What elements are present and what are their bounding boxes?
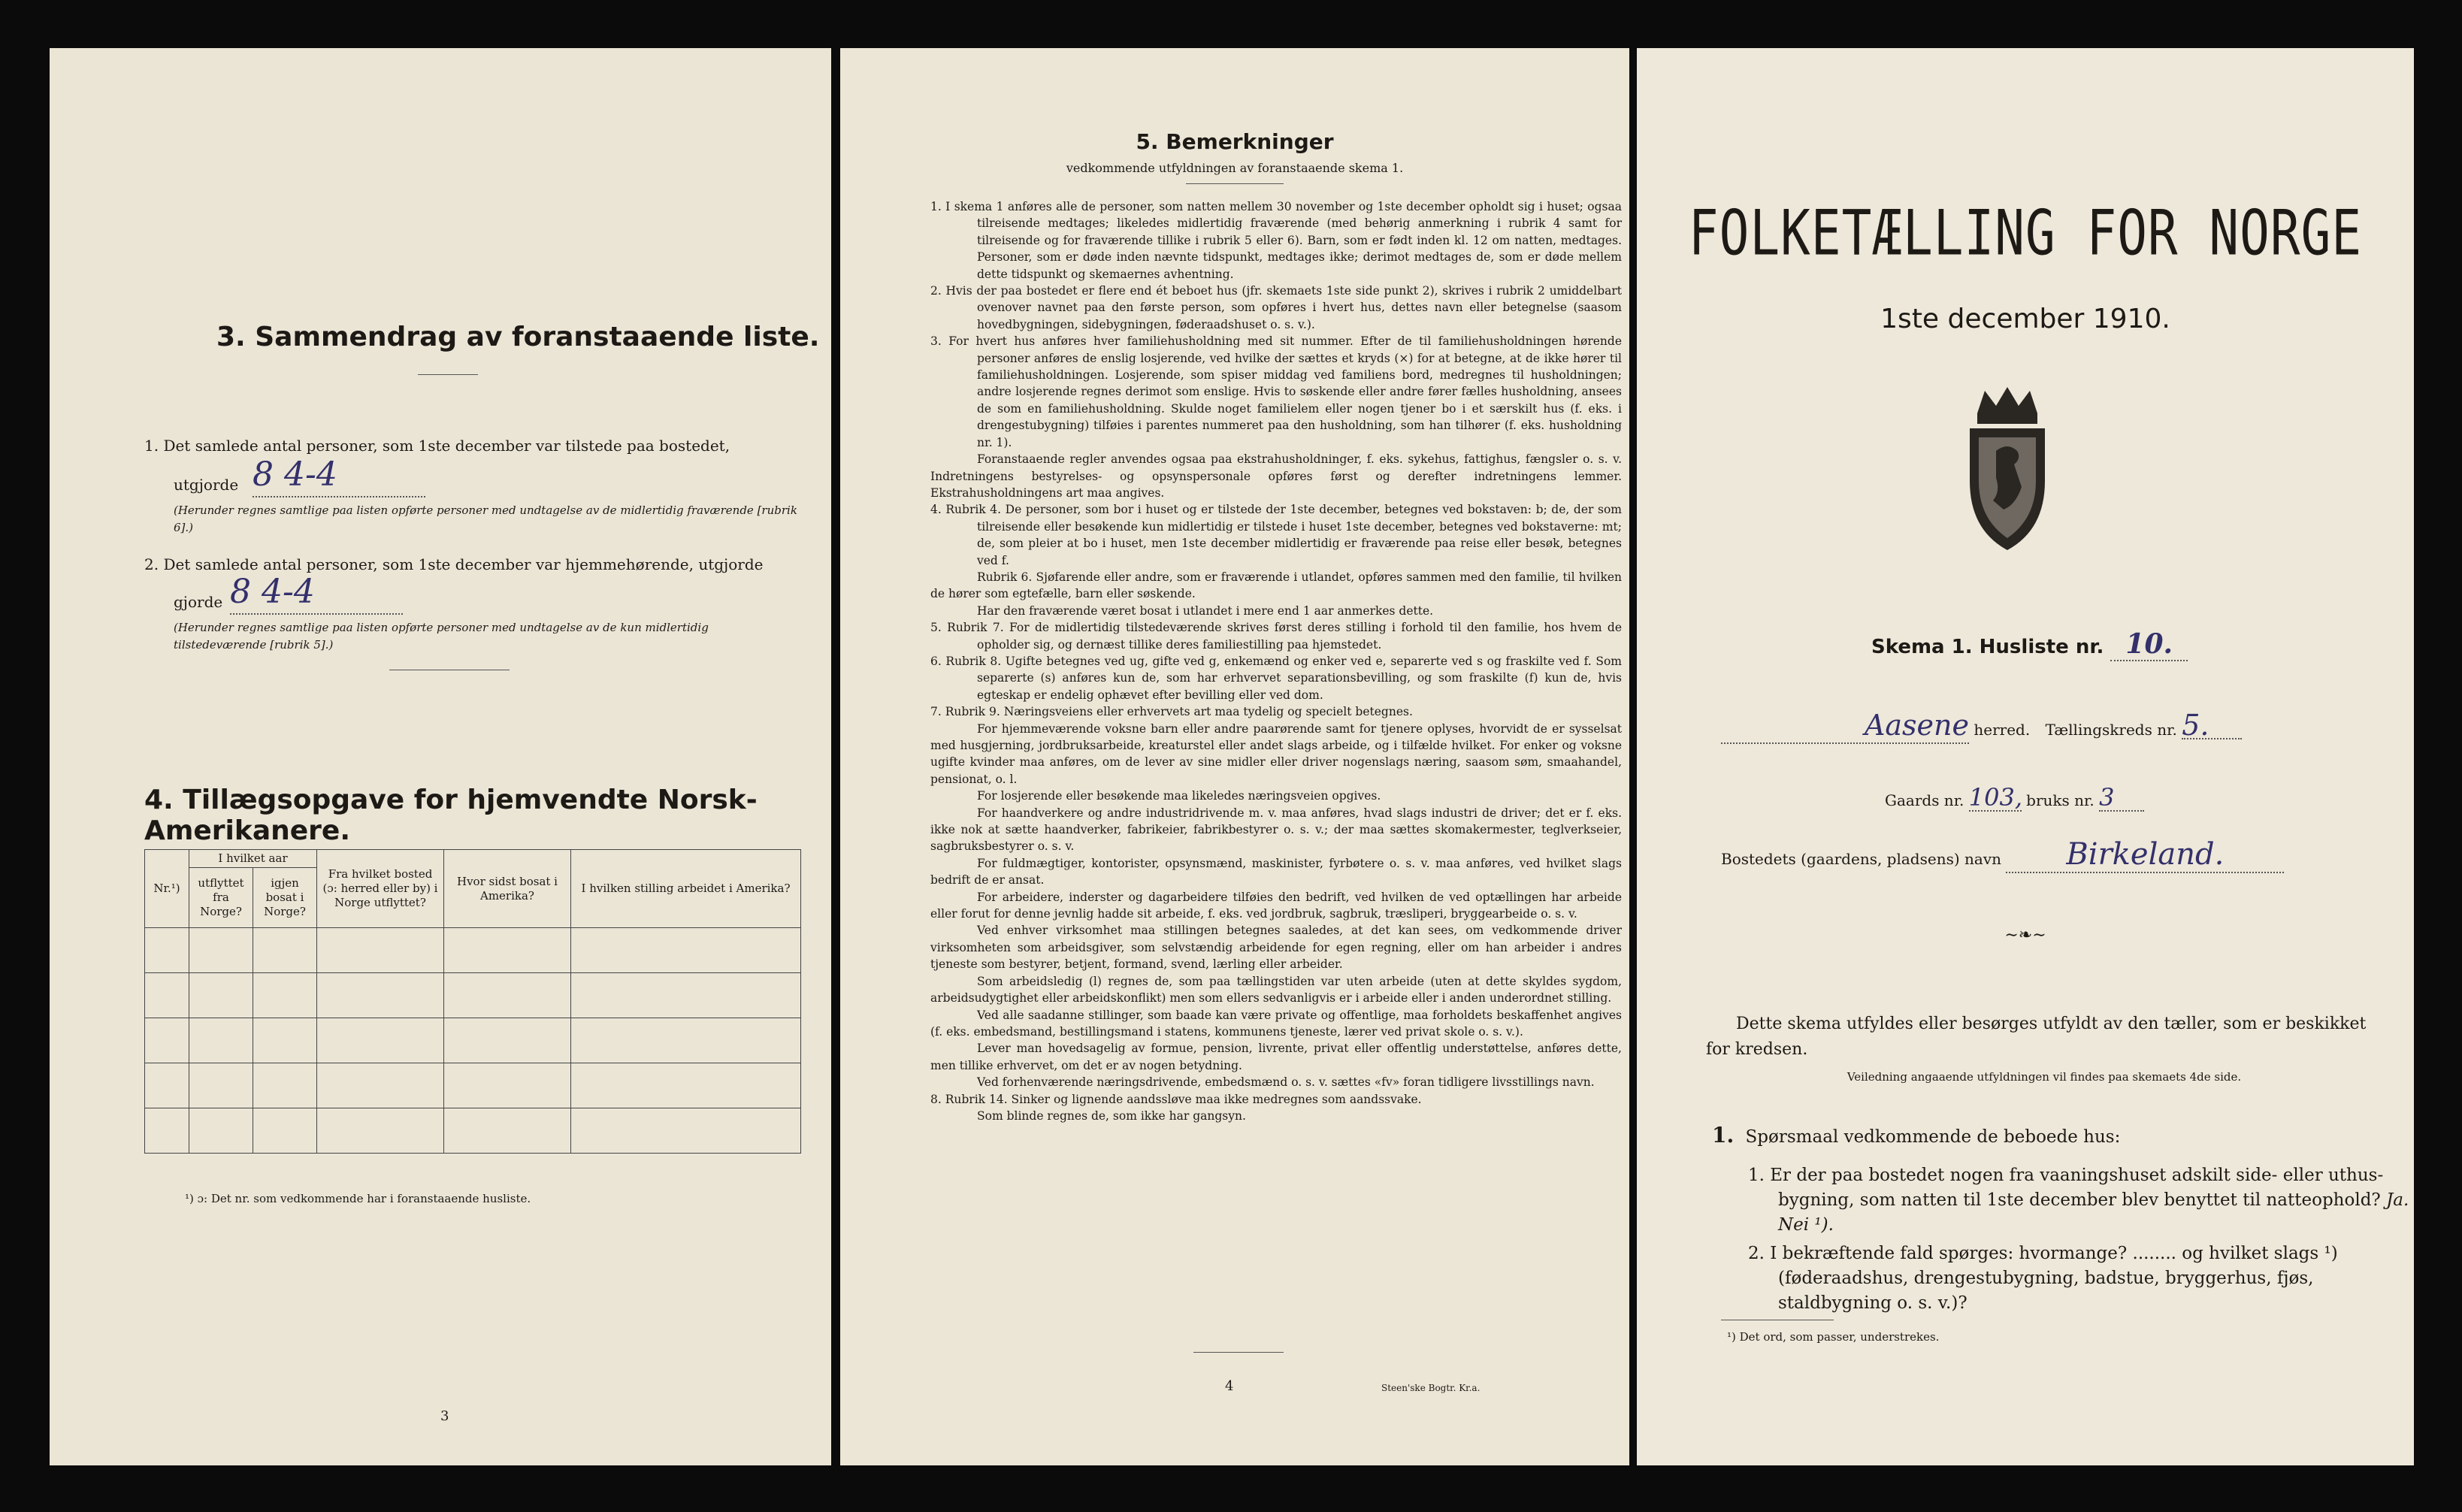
bruks-label: bruks nr. — [2026, 791, 2095, 809]
table-row — [145, 1018, 801, 1063]
schema-value: 10. — [2110, 628, 2188, 661]
herred-label: herred. — [1974, 721, 2031, 739]
census-date: 1ste december 1910. — [1880, 304, 2170, 334]
col-position: I hvilken stilling arbeidet i Amerika? — [571, 850, 801, 928]
remarks-paragraph: Ved forhenværende næringsdrivende, embedsmænd o. s. v. sættes «fv» foran tidligere livsstillings navn. — [977, 1075, 1595, 1090]
herred-value: Aasene — [1864, 709, 1969, 742]
col-from: Fra hvilket bosted (ɔ: herred eller by) i Norge utflyttet? — [317, 850, 444, 928]
instruction-small: Veiledning angaaende utfyldningen vil findes paa skemaets 4de side. — [1846, 1070, 2242, 1084]
item-1-value: 8 4-4 — [253, 454, 425, 497]
instruction-text: Dette skema utfyldes eller besørges utfyldt av den tæller, som er beskikket for kredsen. — [1706, 1015, 2367, 1059]
remarks-paragraph: Foranstaaende regler anvendes ogsaa paa ekstrahusholdninger, f. eks. sykehus, fattighus, fængsler o. s. v. Indretningens bestyrelses- og opsynspersonale opføres først og derefter indretningens lemmer. Ekstrahusholdningens art maa angives. — [930, 452, 1622, 500]
table-row — [145, 1063, 801, 1108]
remarks-paragraph: For fuldmægtiger, kontorister, opsynsmænd, maskinister, fyrbøtere o. s. v. maa anføres, ved hvilket slags bedrift de er ansat. — [930, 856, 1622, 888]
remarks-paragraph: Lever man hovedsagelig av formue, pension, livrente, privat eller offentlig understøttelse, anføres dette, men tillike erhvervet, om det er av nogen betydning. — [930, 1042, 1622, 1072]
section-4-title: 4. Tillægsopgave for hjemvendte Norsk-Amerikanere. — [144, 785, 758, 846]
item-1-label: utgjorde — [174, 476, 239, 494]
page-left — [50, 48, 831, 1465]
question-heading-number: 1. — [1712, 1123, 1735, 1148]
col-nr: Nr.¹) — [145, 850, 189, 928]
question-2: 2. I bekræftende fald spørges: hvormange? ........ og hvilket slags ¹) (føderaadshus, drengestubygning, badstue, bryggerhus, fjøs, staldbygning o. s. v.)? — [1748, 1244, 2338, 1313]
bosted-value: Birkeland. — [2066, 837, 2225, 872]
remarks-paragraph: Ved alle saadanne stillinger, som baade kan være private og offentlige, maa forholdets beskaffenhet angives (f. eks. embedsmand, bestillingsmand i statens, kommunens tjeneste, lærer ved privat skole o. s. v.). — [930, 1008, 1622, 1039]
col-returned: igjen bosat i Norge? — [253, 868, 317, 928]
bosted-label: Bostedets (gaardens, pladsens) navn — [1721, 850, 2001, 868]
item-2-text: 2. Det samlede antal personer, som 1ste december var hjemmehørende, utgjorde — [144, 555, 764, 573]
remarks-paragraph: 1. I skema 1 anføres alle de personer, som natten mellem 30 november og 1ste december opholdt sig i huset; ogsaa tilreisende medtages; likeledes midlertidig fraværende (med behørig anmerkning i rubrik 4 samt for tilreisende og for fraværende tillike i rubrik 5 eller 6). Barn, som er født inden kl. 12 om natten, medtages. Personer, som er døde inden nævnte tidspunkt, medtages ikke; derimot medtages de, som er døde mellem dette tidspunkt og skemaernes avhentning. — [930, 200, 1622, 281]
item-2-label: gjorde — [174, 593, 223, 611]
remarks-paragraph: 2. Hvis der paa bostedet er flere end ét beboet hus (jfr. skemaets 1ste side punkt 2), skrives i rubrik 2 umiddelbart ovenover navnet paa den første person, som opføres i hvert hus, dettes navn eller betegnelse (saasom hovedbygningen, sidebygningen, føderaadshuset o. s. v.). — [930, 284, 1622, 331]
page-right: FOLKETÆLLING FOR NORGE 1ste december 1910. Skema 1. Husliste nr. 10. Aasene herred. Tællingskreds nr. 5. Gaards nr. 103, bruks nr. 3 Bostedets (gaardens, pladsens) navn Birkeland. ∼❧∼ Dette skema utfyldes eller besørges utfyldt av den tæller, som er beskikket for kredsen. Veiledning angaaende utfyldningen vil findes paa skemaets 4de side. 1. Spørsmaal vedkommende de beboede hus: 1. Er der paa bostedet nogen fra vaaningshuset adskilt side- eller uthus-bygning, som natten til 1ste december blev benyttet til natteophold? Ja. Nei ¹). 2. I bekræftende fald spørges: hvormange? ........ og hvilket slags ¹) (føderaadshus, drengestubygning, badstue, bryggerhus, fjøs, staldbygning o. s. v.)? ¹) Det ord, som passer, understrekes. — [1637, 48, 2414, 1465]
page-number: 4 — [1225, 1378, 1234, 1394]
remarks-paragraph: Rubrik 6. Sjøfarende eller andre, som er fraværende i utlandet, opføres sammen med den familie, til hvilken de hører som egtefælle, barn eller søskende. — [930, 570, 1622, 601]
norsk-amerikanere-table — [144, 849, 801, 1154]
right-footnote: ¹) Det ord, som passer, understrekes. — [1727, 1330, 1940, 1344]
remarks-paragraph: Som arbeidsledig (l) regnes de, som paa tællingstiden var uten arbeide (uten at dette skyldes sygdom, arbeidsudygtighet eller arbeidskonflikt) men som ellers sedvanligvis er i arbeide eller i anden underordnet stilling. — [930, 974, 1622, 1005]
remarks-paragraph: 5. Rubrik 7. For de midlertidig tilstedeværende skrives først deres stilling i forhold til den familie, hos hvem de opholder sig, og dernæst tillike deres familiestilling paa hjemstedet. — [930, 621, 1622, 652]
remarks-subtitle: vedkommende utfyldningen av foranstaaende skema 1. — [1066, 161, 1404, 175]
table-row — [145, 928, 801, 973]
norwegian-lion-icon — [1962, 383, 2052, 556]
remarks-paragraph: 8. Rubrik 14. Sinker og lignende aandssløve maa ikke medregnes som aandssvake. — [930, 1092, 1422, 1106]
remarks-title: 5. Bemerkninger — [1136, 129, 1334, 154]
remarks-paragraph: 4. Rubrik 4. De personer, som bor i huset og er tilstede der 1ste december, betegnes ved bokstaven: b; de, der som tilreisende eller besøkende kun midlertidig er tilstede i huset 1ste december, betegnes ved bokstaverne: mt; de, som pleier at bo i huset, men 1ste december midlertidig er fraværende paa reise eller besøk, betegnes ved f. — [930, 503, 1622, 567]
remarks-paragraph: 7. Rubrik 9. Næringsveiens eller erhvervets art maa tydelig og specielt betegnes. — [930, 705, 1413, 719]
item-1-text: 1. Det samlede antal personer, som 1ste december var tilstede paa bostedet, — [144, 437, 730, 455]
col-emigrated: utflyttet fra Norge? — [189, 868, 253, 928]
table-footnote: ¹) ɔ: Det nr. som vedkommende har i foranstaaende husliste. — [185, 1192, 531, 1205]
table-row — [145, 1108, 801, 1154]
page-middle — [840, 48, 1629, 1465]
table-row — [145, 973, 801, 1018]
section-3-title: 3. Sammendrag av foranstaaende liste. — [216, 322, 820, 352]
item-2-note: (Herunder regnes samtlige paa listen opførte personer med undtagelse av de kun midlertidig tilstedeværende [rubrik 5].) — [174, 621, 709, 652]
question-1-answer: Ja. Nei ¹). — [1778, 1190, 2409, 1235]
gaards-value: 103, — [1968, 783, 2023, 812]
printer-mark: Steen'ske Bogtr. Kr.a. — [1381, 1383, 1481, 1393]
gaards-label: Gaards nr. — [1885, 791, 1964, 809]
col-year: I hvilket aar — [189, 850, 317, 868]
remarks-paragraph: For arbeidere, inderster og dagarbeidere tilføies den bedrift, ved hvilken de ved optællingen har arbeide eller forut for denne jevnlig hadde sit arbeide, f. eks. ved jordbruk, sagbruk, træsliperi, bryggearbeide o. s. v. — [930, 890, 1622, 921]
remarks-paragraph: For losjerende eller besøkende maa likeledes næringsveien opgives. — [977, 789, 1381, 803]
remarks-paragraph: Ved enhver virksomhet maa stillingen betegnes saaledes, at det kan sees, om vedkommende driver virksomheten som arbeidsgiver, som selvstændig arbeidende for egen regning, eller om han arbeider i andres tjeneste som bestyrer, betjent, formand, svend, lærling eller arbeider. — [930, 924, 1622, 972]
remarks-paragraph: 6. Rubrik 8. Ugifte betegnes ved ug, gifte ved g, enkemænd og enker ved e, separerte ved s og fraskilte ved f. Som separerte (s) anføres kun de, som har erhvervet separationsbevilling, og som fraskilte (f) kun de, hvis egteskap er endelig ophævet efter bevilling eller ved dom. — [930, 654, 1622, 702]
question-1: 1. Er der paa bostedet nogen fra vaaningshuset adskilt side- eller uthus-bygning, som natten til 1ste december blev benyttet til natteophold? Ja. Nei ¹). — [1748, 1166, 2409, 1235]
page-number: 3 — [440, 1408, 449, 1424]
remarks-paragraph: 3. For hvert hus anføres hver familiehusholdning med sit nummer. Efter de til familiehusholdningen hørende personer anføres de enslig losjerende, ved hvilke der sættes et kryds (×) for at betegne, at de ikke hører til familiehusholdningen. Losjerende, som spiser middag ved familiens bord, medregnes til husholdningen; andre losjerende regnes derimot som enslige. Hvis to søskende eller andre fører fælles husholdning, ansees de som en familiehusholdning. Skulde noget familielem eller nogen tjener bo i et særskilt hus (f. eks. i drengestubygning) tilføies i parentes nummeret paa den husholdning, som han tilhører (f. eks. husholdning nr. 1). — [930, 334, 1622, 449]
remarks-paragraph: For hjemmeværende voksne barn eller andre paarørende samt for tjenere oplyses, hvorvidt de er sysselsat med husgjerning, jordbruksarbeide, kreaturstel eller andet slags arbeide, og i tilfælde hvilket. For enker og voksne ugifte kvinder maa anføres, om de lever av sine midler eller driver nogenslags næring, saasom søm, smaahandel, pensionat, o. l. — [930, 721, 1622, 786]
kreds-label: Tællingskreds nr. — [2045, 721, 2177, 739]
remarks-body — [930, 198, 1622, 1124]
kreds-value: 5. — [2182, 712, 2242, 739]
schema-label: Skema 1. Husliste nr. — [1871, 636, 2104, 658]
remarks-paragraph: Har den fraværende været bosat i utlandet i mere end 1 aar anmerkes dette. — [977, 603, 1434, 618]
question-heading: Spørsmaal vedkommende de beboede hus: — [1745, 1127, 2121, 1147]
item-2-value: 8 4-4 — [230, 571, 403, 615]
item-1-note: (Herunder regnes samtlige paa listen opførte personer med undtagelse av de midlertidig fraværende [rubrik 6].) — [174, 503, 797, 534]
col-where: Hvor sidst bosat i Amerika? — [444, 850, 571, 928]
main-title: FOLKETÆLLING FOR NORGE — [1688, 197, 2363, 270]
bruks-value: 3 — [2099, 785, 2144, 812]
remarks-paragraph: For haandverkere og andre industridrivende m. v. maa anføres, hvad slags industri de driver; det er f. eks. ikke nok at sætte haandverker, fabrikeier, fabrikbestyrer o. s. v.; der maa sættes skomakermester, teglverkseier, sagbruksbestyrer o. s. v. — [930, 806, 1622, 854]
remarks-paragraph: Som blinde regnes de, som ikke har gangsyn. — [977, 1108, 1246, 1123]
